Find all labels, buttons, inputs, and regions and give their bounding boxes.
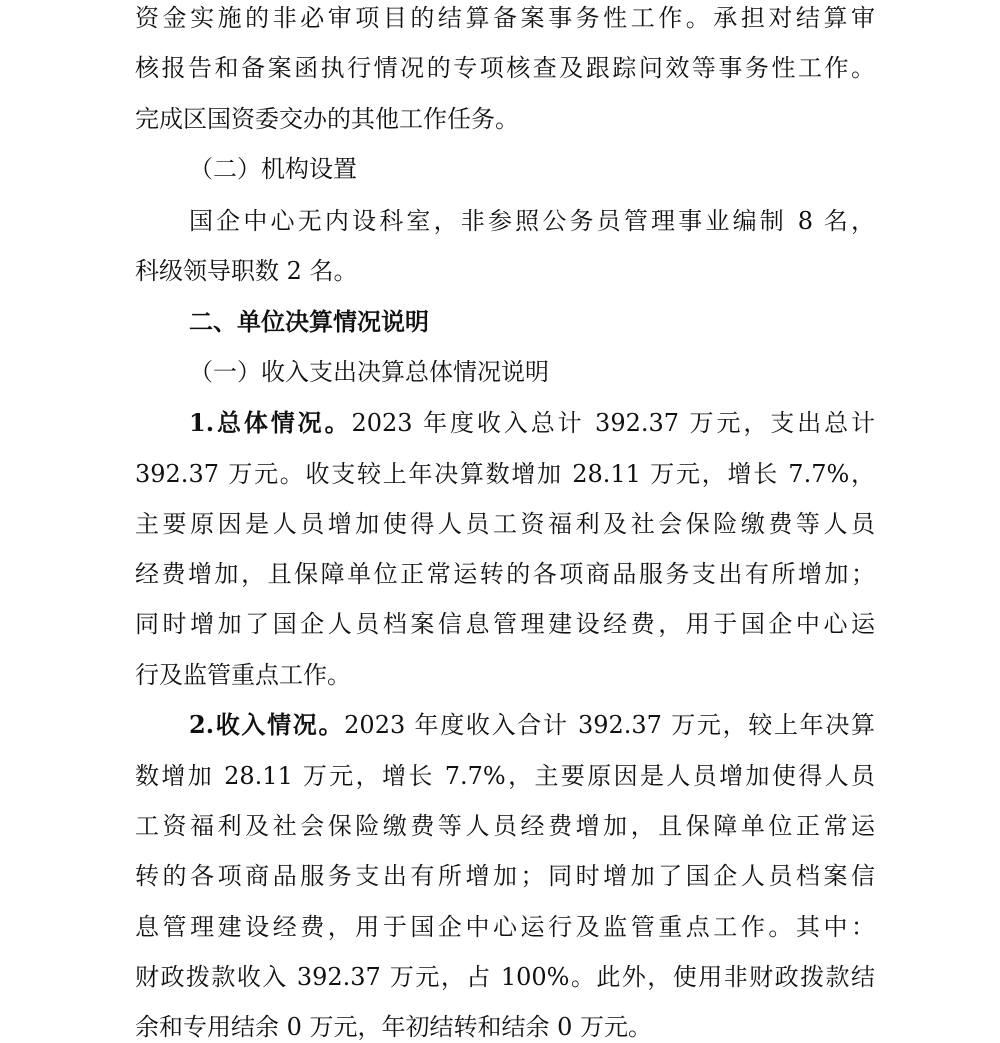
subsection-heading: （一）收入支出决算总体情况说明	[189, 358, 549, 386]
paragraph-line: 工资福利及社会保险缴费等人员经费增加，且保障单位正常运	[135, 812, 875, 840]
paragraph-line: 主要原因是人员增加使得人员工资福利及社会保险缴费等人员	[135, 510, 875, 538]
paragraph-line: 资金实施的非必审项目的结算备案事务性工作。承担对结算审	[135, 4, 875, 32]
paragraph-line: 科级领导职数 2 名。	[135, 257, 358, 285]
line-rest: 2023 年度收入合计 392.37 万元，较上年决算	[344, 711, 875, 739]
section-heading-main: 二、单位决算情况说明	[189, 307, 429, 336]
line-rest: 2023 年度收入总计 392.37 万元，支出总计	[351, 409, 875, 437]
paragraph-line-income	[189, 710, 875, 740]
paragraph-line: 392.37 万元。收支较上年决算数增加 28.11 万元，增长 7.7%，	[135, 460, 875, 488]
lead-in-overall: 1.总体情况。	[189, 408, 352, 437]
paragraph-line: 完成区国资委交办的其他工作任务。	[135, 105, 519, 133]
paragraph-line: 余和专用结余 0 万元，年初结转和结余 0 万元。	[135, 1013, 653, 1041]
paragraph-line: 核报告和备案函执行情况的专项核查及跟踪问效等事务性工作。	[135, 54, 875, 82]
paragraph-line: 息管理建设经费，用于国企中心运行及监管重点工作。其中：	[135, 913, 875, 941]
lead-in-income: 2.收入情况。	[189, 710, 345, 739]
paragraph-line: 行及监管重点工作。	[135, 661, 351, 689]
paragraph-line-overall	[189, 408, 875, 438]
section-heading-org: （二）机构设置	[189, 155, 357, 183]
paragraph-line: 经费增加，且保障单位正常运转的各项商品服务支出有所增加；	[135, 560, 875, 588]
paragraph-line: 同时增加了国企人员档案信息管理建设经费，用于国企中心运	[135, 610, 875, 638]
paragraph-line: 财政拨款收入 392.37 万元，占 100%。此外，使用非财政拨款结	[135, 963, 875, 991]
paragraph-line: 数增加 28.11 万元，增长 7.7%，主要原因是人员增加使得人员	[135, 762, 875, 790]
paragraph-line: 国企中心无内设科室，非参照公务员管理事业编制 8 名，	[189, 207, 875, 235]
paragraph-line: 转的各项商品服务支出有所增加；同时增加了国企人员档案信	[135, 862, 875, 890]
